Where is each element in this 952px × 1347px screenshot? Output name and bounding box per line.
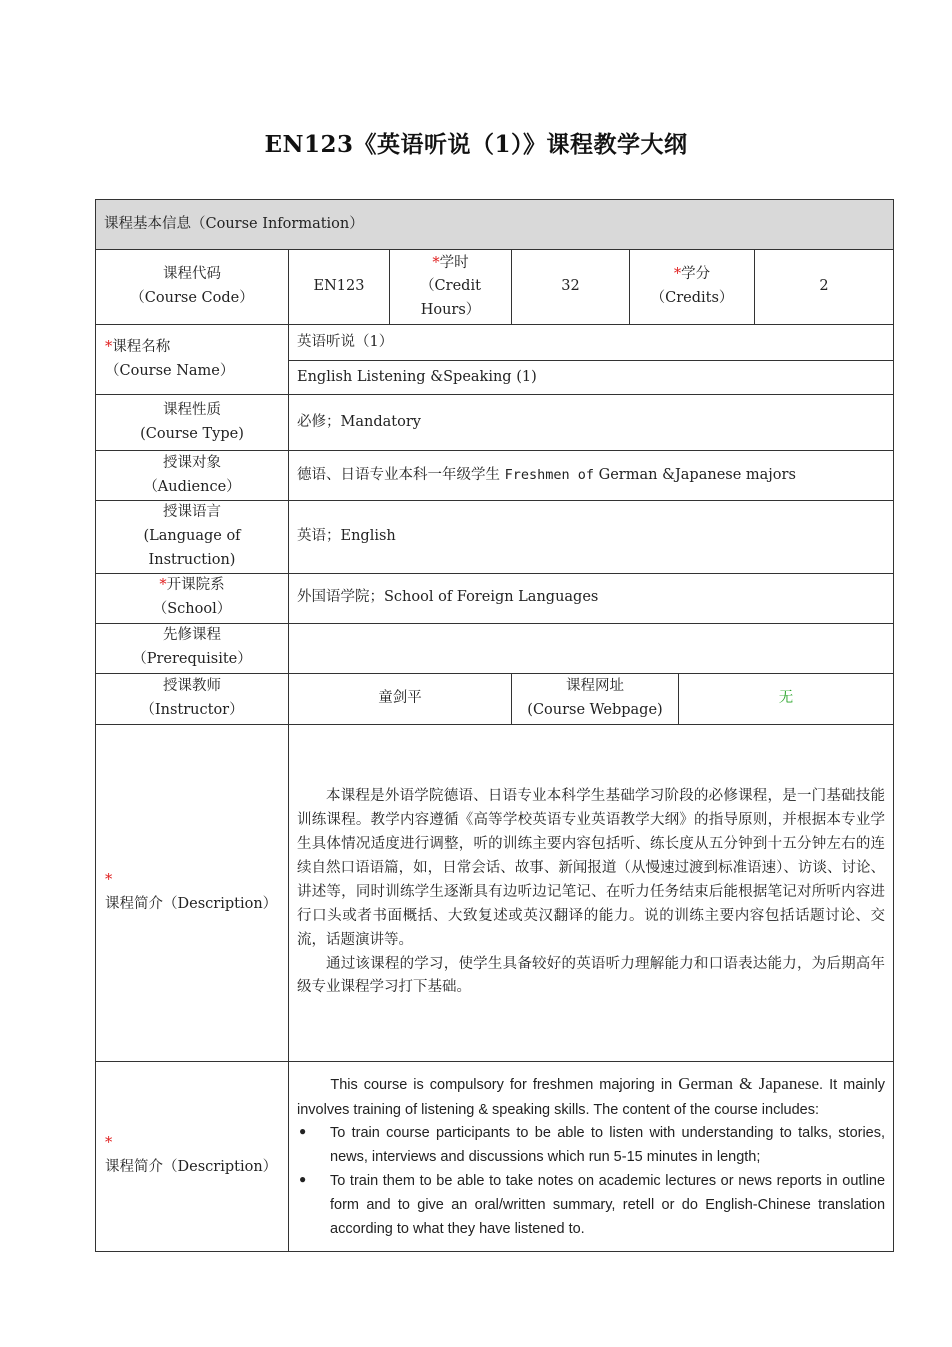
description-en-row [96, 1061, 894, 1251]
description-cn-label: *课程简介（Description） [96, 724, 289, 1061]
required-star: * [105, 338, 113, 355]
course-name-cn: 英语听说（1） [289, 325, 894, 361]
course-code-label: 课程代码 （Course Code） [96, 250, 289, 325]
school-label: *开课院系 （School） [96, 573, 289, 623]
prerequisite-value [289, 623, 894, 673]
school-value: 外国语学院；School of Foreign Languages [289, 573, 894, 623]
credit-hours-label: *学时 （Credit Hours） [390, 250, 512, 325]
course-info-table [95, 199, 894, 1252]
instructor-value: 童剑平 [289, 673, 512, 724]
language-value: 英语；English [289, 501, 894, 574]
prerequisite-label: 先修课程 （Prerequisite） [96, 623, 289, 673]
description-cn-text [289, 724, 894, 1061]
school-row [96, 573, 894, 623]
course-name-row [96, 325, 894, 361]
description-paragraph: 本课程是外语学院德语、日语专业本科学生基础学习阶段的必修课程，是一门基础技能训练课程。教学内容遵循《高等学校英语专业英语教学大纲》的指导原则，并根据本专业学生具体情况适度进行调整，听的训练主要内容包括听、练长度从五分钟到十五分钟左右的连续自然口语语篇，如，日常会话、故事、新闻报道（从慢速过渡到标准语速）、访谈、讨论、讲述等，同时训练学生逐渐具有边听边记笔记、在听力任务结束后能根据笔记对所听内容进行口头或者书面概括、大致复述或英汉翻译的能力。说的训练主要内容包括话题讨论、交流，话题演讲等。 [297, 788, 886, 948]
audience-row [96, 451, 894, 501]
credits-value: 2 [755, 250, 894, 325]
course-name-en: English Listening &Speaking (1) [289, 361, 894, 395]
description-en-text [289, 1061, 894, 1251]
required-star: * [432, 255, 440, 272]
course-type-label: 课程性质 (Course Type) [96, 395, 289, 451]
webpage-label: 课程网址 (Course Webpage) [512, 673, 679, 724]
page-title: EN123《英语听说（1）》课程教学大纲 [264, 131, 688, 158]
credit-hours-value: 32 [512, 250, 630, 325]
description-en-label: *课程简介（Description） [96, 1061, 289, 1251]
list-item: ● To train them to be able to take notes on academic lectures or news reports in outline form and to give an oral/written summary, retell or do English-Chinese translation according to what they have listened to. [299, 1172, 886, 1238]
language-label: 授课语言 (Language of Instruction) [96, 501, 289, 574]
credits-label: *学分 （Credits） [630, 250, 755, 325]
course-type-row [96, 395, 894, 451]
language-row [96, 501, 894, 574]
bullet-icon: ● [299, 1124, 307, 1139]
section-header: 课程基本信息（Course Information） [96, 200, 894, 250]
bullet-icon: ● [299, 1172, 307, 1187]
course-name-label: *课程名称 （Course Name） [96, 325, 289, 395]
course-code-row [96, 250, 894, 325]
instructor-row [96, 673, 894, 724]
instructor-label: 授课教师 （Instructor） [96, 673, 289, 724]
required-star: * [105, 1135, 113, 1152]
required-star: * [105, 871, 113, 888]
description-cn-row [96, 724, 894, 1061]
course-code-value: EN123 [289, 250, 390, 325]
description-list [297, 1122, 885, 1242]
description-intro: This course is compulsory for freshmen majoring in German & Japanese. It mainly involves training of listening & speaking skills. The content of the course includes: [297, 1074, 886, 1118]
audience-label: 授课对象 （Audience） [96, 451, 289, 501]
section-header-row [96, 200, 894, 250]
required-star: * [673, 266, 682, 283]
webpage-value: 无 [679, 673, 894, 724]
description-paragraph: 通过该课程的学习，使学生具备较好的英语听力理解能力和口语表达能力，为后期高年级专业课程学习打下基础。 [297, 955, 886, 996]
course-type-value: 必修；Mandatory [289, 395, 894, 451]
audience-value: 德语、日语专业本科一年级学生 Freshmen of German &Japanese majors [289, 451, 894, 501]
required-star: * [159, 577, 167, 594]
prerequisite-row [96, 623, 894, 673]
list-item: ● To train course participants to be able to listen with understanding to talks, stories, news, interviews and discussions which run 5-15 minutes in length; [299, 1124, 886, 1166]
